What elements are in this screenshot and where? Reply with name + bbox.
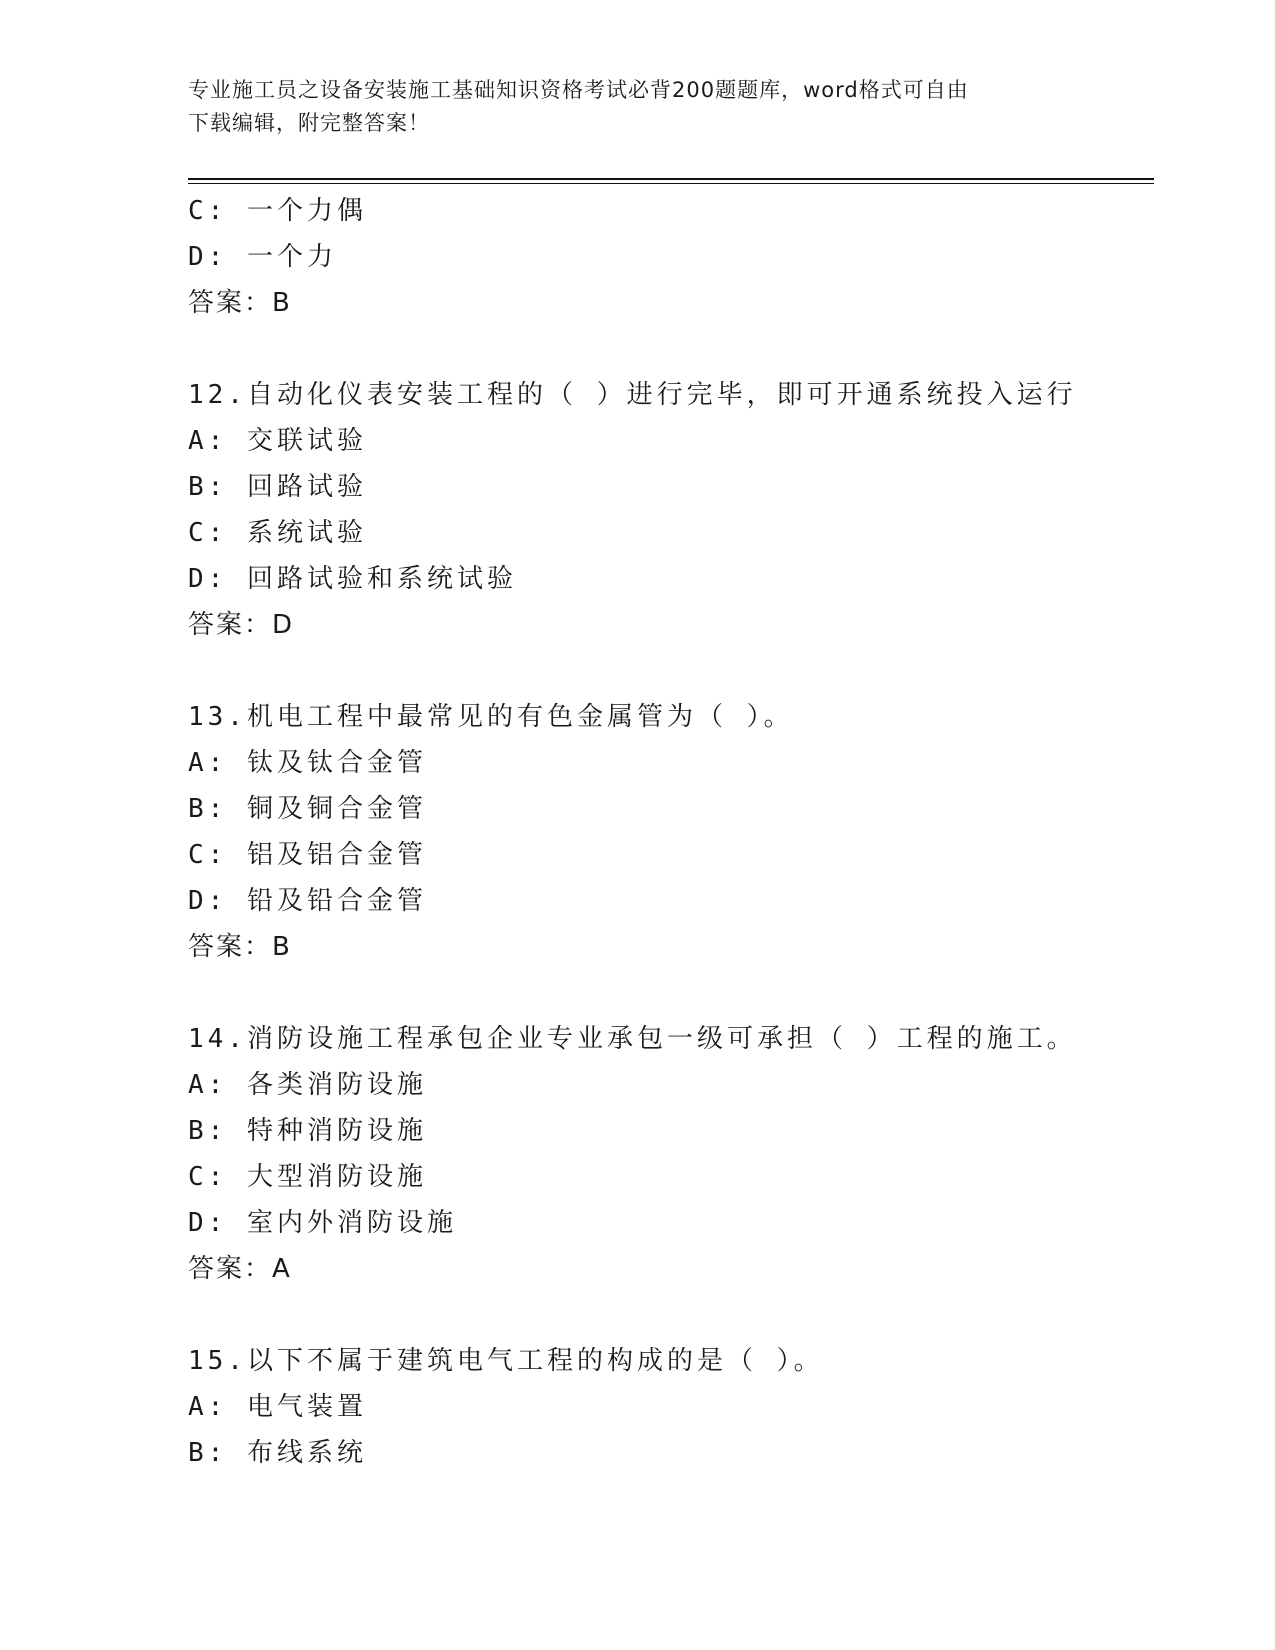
question-stem: 14.消防设施工程承包企业专业承包一级可承担（ ）工程的施工。 bbox=[188, 1024, 1077, 1054]
option-c: C: 一个力偶 bbox=[188, 196, 367, 226]
option-b: B: 特种消防设施 bbox=[188, 1116, 427, 1146]
option-c: C: 大型消防设施 bbox=[188, 1162, 427, 1192]
question-stem: 13.机电工程中最常见的有色金属管为（ ）。 bbox=[188, 702, 794, 732]
spacer bbox=[188, 970, 1154, 1016]
option-d: D: 回路试验和系统试验 bbox=[188, 564, 517, 594]
answer-line: 答案：B bbox=[188, 932, 292, 962]
document-header bbox=[188, 74, 1088, 140]
question-stem: 12.自动化仪表安装工程的（ ）进行完毕，即可开通系统投入运行 bbox=[188, 380, 1077, 410]
spacer bbox=[188, 1292, 1154, 1338]
option-a: A: 交联试验 bbox=[188, 426, 367, 456]
option-a: A: 电气装置 bbox=[188, 1392, 367, 1422]
spacer bbox=[188, 648, 1154, 694]
option-a: A: 钛及钛合金管 bbox=[188, 748, 427, 778]
header-line-2: 下载编辑，附完整答案！ bbox=[188, 111, 430, 135]
option-c: C: 系统试验 bbox=[188, 518, 367, 548]
option-b: B: 回路试验 bbox=[188, 472, 367, 502]
question-15 bbox=[188, 1338, 1154, 1476]
header-divider-thick bbox=[188, 178, 1154, 180]
question-13 bbox=[188, 694, 1154, 970]
option-c: C: 铝及铝合金管 bbox=[188, 840, 427, 870]
header-divider-thin bbox=[188, 183, 1154, 184]
option-a: A: 各类消防设施 bbox=[188, 1070, 427, 1100]
spacer bbox=[188, 326, 1154, 372]
header-line-1: 专业施工员之设备安装施工基础知识资格考试必背200题题库，word格式可自由 bbox=[188, 78, 969, 102]
question-carry-over bbox=[188, 188, 1154, 326]
question-stem: 15.以下不属于建筑电气工程的构成的是（ ）。 bbox=[188, 1346, 824, 1376]
option-b: B: 布线系统 bbox=[188, 1438, 367, 1468]
question-14 bbox=[188, 1016, 1154, 1292]
answer-line: 答案：D bbox=[188, 610, 295, 640]
question-12 bbox=[188, 372, 1154, 648]
answer-line: 答案：B bbox=[188, 288, 292, 318]
option-d: D: 室内外消防设施 bbox=[188, 1208, 457, 1238]
question-content bbox=[188, 188, 1154, 1476]
option-d: D: 铅及铅合金管 bbox=[188, 886, 427, 916]
option-d: D: 一个力 bbox=[188, 242, 337, 272]
answer-line: 答案：A bbox=[188, 1254, 292, 1284]
option-b: B: 铜及铜合金管 bbox=[188, 794, 427, 824]
